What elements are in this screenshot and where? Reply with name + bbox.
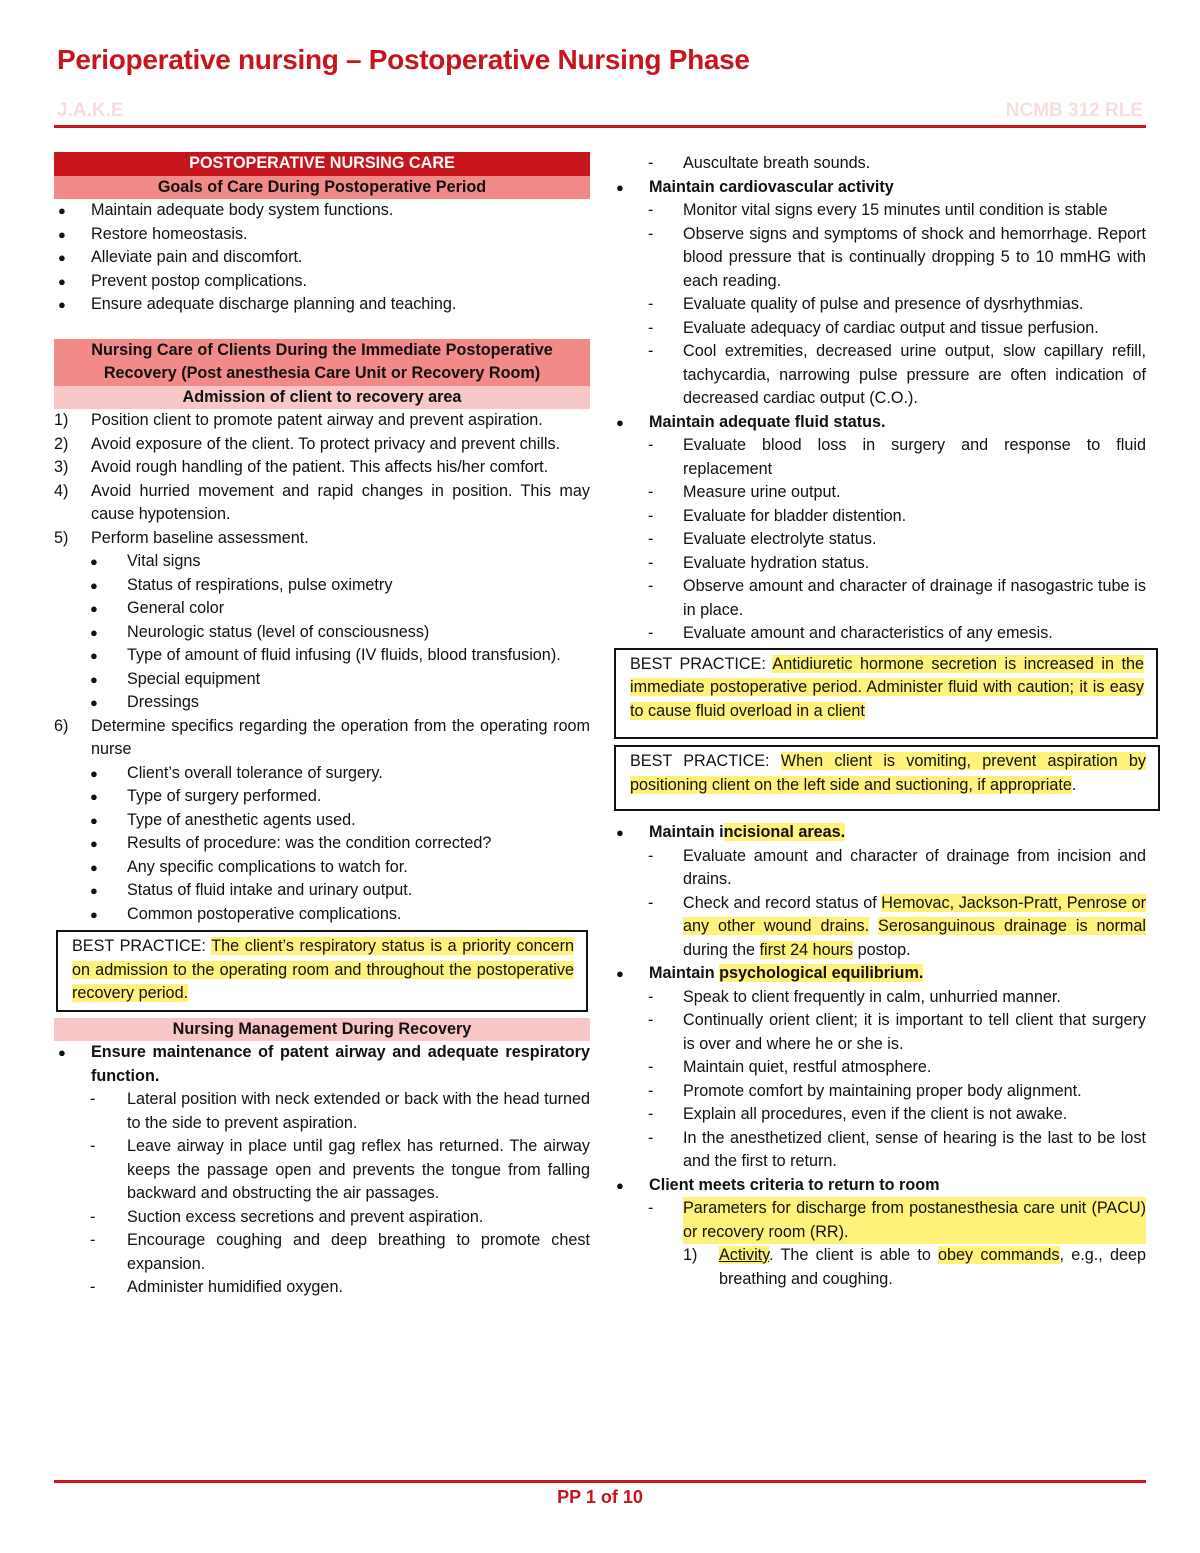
bullet-icon: ●: [90, 648, 98, 663]
list-item: - Evaluate for bladder distention.: [612, 505, 1146, 529]
dash-icon: -: [648, 893, 654, 912]
dash-icon: -: [648, 506, 654, 525]
list-item: - Evaluate hydration status.: [612, 552, 1146, 576]
bullet-icon: ●: [90, 671, 98, 687]
highlighted-text: The client’s respiratory status is a priority concern on admission to the operating room and throughout the postoperative recovery period.: [72, 937, 574, 1002]
list-item: ● Neurologic status (level of consciousness): [54, 621, 590, 645]
dash-icon: -: [648, 154, 654, 172]
list-item: ● Ensure adequate discharge planning and teaching.: [54, 293, 590, 317]
best-practice-box: BEST PRACTICE: When client is vomiting, prevent aspiration by positioning client on the left side and suctioning, if appropriate.: [614, 745, 1160, 811]
dash-icon: -: [90, 1137, 96, 1155]
bullet-icon: ●: [58, 1045, 66, 1060]
list-item: - Auscultate breath sounds.: [612, 152, 1146, 176]
dash-icon: -: [648, 530, 654, 548]
left-column: [54, 152, 590, 1300]
bullet-icon: ●: [90, 789, 98, 804]
list-item: - Evaluate amount and characteristics of any emesis.: [612, 622, 1146, 646]
list-item: - In the anesthetized client, sense of hearing is the last to be lost and the first to return.: [612, 1127, 1146, 1174]
list-item: ● Any specific complications to watch for.: [54, 856, 590, 880]
list-item: - Observe amount and character of drainage if nasogastric tube is in place.: [612, 575, 1146, 622]
dash-icon: -: [90, 1207, 96, 1226]
list-item: - Suction excess secretions and prevent aspiration.: [54, 1206, 590, 1230]
best-practice-box: BEST PRACTICE: Antidiuretic hormone secretion is increased in the immediate postoperative period. Administer fluid with caution; it is easy to cause fluid overload in a client: [614, 648, 1158, 740]
list-item: 3) Avoid rough handling of the patient. This affects his/her comfort.: [54, 458, 549, 476]
best-practice-box: BEST PRACTICE: The client’s respiratory status is a priority concern on admission to the operating room and throughout the postoperative recovery period.: [56, 930, 588, 1012]
list-item: ● Common postoperative complications.: [54, 903, 590, 927]
dash-icon: -: [90, 1278, 96, 1296]
header-rule: [54, 125, 1146, 128]
list-item: - Evaluate electrolyte status.: [612, 528, 1146, 552]
page-number: PP 1 of 10: [557, 1487, 643, 1507]
dash-icon: -: [90, 1090, 96, 1108]
list-item: ● Client’s overall tolerance of surgery.: [54, 762, 590, 786]
dash-icon: -: [648, 1199, 654, 1217]
bullet-icon: ●: [616, 966, 624, 981]
dash-icon: -: [648, 1011, 654, 1029]
list-item: ● Special equipment: [54, 668, 590, 692]
dash-icon: -: [648, 201, 654, 219]
list-item: ● Status of fluid intake and urinary output.: [54, 879, 590, 903]
list-item: ● Maintain cardiovascular activity: [612, 176, 1146, 200]
fluid-list: [612, 434, 1146, 646]
list-item: - Evaluate adequacy of cardiac output and tissue perfusion.: [612, 317, 1146, 341]
footer-rule: [54, 1480, 1146, 1483]
airway-list: [54, 1088, 590, 1300]
list-item: ● Status of respirations, pulse oximetry: [54, 574, 590, 598]
bullet-icon: ●: [616, 825, 624, 840]
bullet-icon: ●: [90, 859, 98, 875]
goals-list: [54, 199, 590, 317]
list-item: ● Maintain psychological equilibrium.: [612, 962, 1146, 986]
list-item: ● Type of amount of fluid infusing (IV fluids, blood transfusion).: [54, 644, 590, 668]
list-item: ● Type of surgery performed.: [54, 785, 590, 809]
list-item: - Observe signs and symptoms of shock and hemorrhage. Report blood pressure that is continually dropping 5 to 10 mmHG with each reading.: [612, 223, 1146, 294]
bullet-icon: ●: [90, 695, 98, 710]
highlighted-text: When client is vomiting, prevent aspiration by positioning client on the left side and suctioning, if appropriate: [630, 752, 1146, 794]
list-item: - Encourage coughing and deep breathing to promote chest expansion.: [54, 1229, 590, 1276]
list-item: 5) Perform baseline assessment.: [54, 528, 309, 547]
bullet-icon: ●: [616, 1177, 624, 1193]
goals-heading: Goals of Care During Postoperative Period: [54, 176, 590, 200]
dash-icon: -: [648, 1081, 654, 1100]
list-item: ● Vital signs: [54, 550, 590, 574]
list-item: ● Restore homeostasis.: [54, 223, 590, 247]
bullet-icon: ●: [90, 812, 98, 828]
dash-icon: -: [648, 1058, 654, 1076]
list-item: ● Results of procedure: was the condition corrected?: [54, 832, 590, 856]
right-column: [612, 152, 1146, 1291]
list-item: - Parameters for discharge from postanesthesia care unit (PACU) or recovery room (RR).: [612, 1197, 1146, 1244]
dash-icon: -: [648, 318, 654, 337]
list-item: - Administer humidified oxygen.: [54, 1276, 590, 1300]
list-item: ● Alleviate pain and discomfort.: [54, 246, 590, 270]
list-item: ● General color: [54, 597, 590, 621]
page-title: Perioperative nursing – Postoperative Nursing Phase: [57, 44, 750, 75]
dash-icon: -: [648, 295, 654, 313]
list-item: - Speak to client frequently in calm, unhurried manner.: [612, 986, 1146, 1010]
list-item: ● Maintain incisional areas.: [612, 821, 1146, 845]
list-item: - Evaluate amount and character of drainage from incision and drains.: [612, 845, 1146, 892]
bullet-icon: ●: [58, 297, 66, 312]
dash-icon: -: [648, 624, 654, 642]
bullet-icon: ●: [90, 765, 98, 781]
bullet-icon: ●: [58, 250, 66, 265]
list-item: - Cool extremities, decreased urine output, slow capillary refill, tachycardia, narrowing pulse pressure are often indication of decreased cardiac output (C.O.).: [612, 340, 1146, 411]
list-item: 1) Position client to promote patent airway and prevent aspiration.: [54, 411, 543, 429]
bullet-icon: ●: [58, 226, 66, 242]
bullet-icon: ●: [90, 836, 98, 851]
author-tag: J.A.K.E: [57, 100, 124, 121]
highlighted-text: Antidiuretic hormone secretion is increased in the immediate postoperative period. Administer fluid with caution; it is easy to cause fluid overload in a client: [630, 654, 1144, 720]
dash-icon: -: [648, 553, 654, 572]
bullet-icon: ●: [616, 414, 624, 430]
management-heading: Nursing Management During Recovery: [54, 1018, 590, 1042]
dash-icon: -: [648, 224, 654, 243]
dash-icon: -: [90, 1231, 96, 1249]
dash-icon: -: [648, 483, 654, 501]
admission-list: [54, 409, 590, 926]
dash-icon: -: [648, 846, 654, 865]
list-item: - Evaluate quality of pulse and presence of dysrhythmias.: [612, 293, 1146, 317]
dash-icon: -: [648, 577, 654, 595]
bullet-icon: ●: [90, 624, 98, 640]
bullet-icon: ●: [90, 906, 98, 922]
course-code: NCMB 312 RLE: [1005, 100, 1143, 121]
bullet-icon: ●: [58, 203, 66, 218]
list-item: - Continually orient client; it is important to tell client that surgery is over and where he or she is.: [612, 1009, 1146, 1056]
list-item: ● Maintain adequate body system functions.: [54, 199, 590, 223]
list-item: ● Dressings: [54, 691, 590, 715]
bullet-icon: ●: [90, 883, 98, 898]
list-item: ● Maintain adequate fluid status.: [612, 411, 1146, 435]
list-item: - Measure urine output.: [612, 481, 1146, 505]
list-item: ● Client meets criteria to return to room: [612, 1174, 1146, 1198]
list-item: 4) Avoid hurried movement and rapid changes in position. This may cause hypotension.: [54, 481, 590, 523]
list-item: - Lateral position with neck extended or back with the head turned to the side to prevent aspiration.: [54, 1088, 590, 1135]
bullet-icon: ●: [616, 179, 624, 195]
incision-list: [612, 845, 1146, 963]
bullet-icon: ●: [90, 577, 98, 593]
list-item: - Evaluate blood loss in surgery and response to fluid replacement: [612, 434, 1146, 481]
section-heading-postoperative-care: POSTOPERATIVE NURSING CARE: [54, 152, 590, 176]
bullet-icon: ●: [90, 601, 98, 616]
list-item: ● Type of anesthetic agents used.: [54, 809, 590, 833]
list-item: 1) Activity. The client is able to obey commands, e.g., deep breathing and coughing.: [683, 1246, 1146, 1288]
dash-icon: -: [648, 342, 654, 360]
dash-icon: -: [648, 987, 654, 1006]
list-item: - Check and record status of Hemovac, Jackson-Pratt, Penrose or any other wound drains. Serosanguinous drainage is normal during the first 24 hours postop.: [612, 892, 1146, 963]
dash-icon: -: [648, 1128, 654, 1147]
dash-icon: -: [648, 1105, 654, 1123]
dash-icon: -: [648, 436, 654, 454]
list-item: - Leave airway in place until gag reflex has returned. The airway keeps the passage open and prevents the tongue from falling backward and obstructing the air passages.: [54, 1135, 590, 1206]
list-item: - Monitor vital signs every 15 minutes until condition is stable: [612, 199, 1146, 223]
cardio-list: [612, 199, 1146, 411]
psych-list: [612, 986, 1146, 1174]
immediate-recovery-heading: Nursing Care of Clients During the Immediate Postoperative Recovery (Post anesthesia Care Unit or Recovery Room): [54, 339, 590, 386]
list-item: - Promote comfort by maintaining proper body alignment.: [612, 1080, 1146, 1104]
list-item: 6) Determine specifics regarding the operation from the operating room nurse: [54, 716, 590, 758]
list-item: ● Ensure maintenance of patent airway and adequate respiratory function.: [54, 1041, 590, 1088]
bullet-icon: ●: [58, 273, 66, 289]
admission-heading: Admission of client to recovery area: [54, 386, 590, 410]
bullet-icon: ●: [90, 554, 98, 569]
list-item: ● Prevent postop complications.: [54, 270, 590, 294]
list-item: 2) Avoid exposure of the client. To protect privacy and prevent chills.: [54, 434, 561, 453]
list-item: - Explain all procedures, even if the client is not awake.: [612, 1103, 1146, 1127]
list-item: - Maintain quiet, restful atmosphere.: [612, 1056, 1146, 1080]
